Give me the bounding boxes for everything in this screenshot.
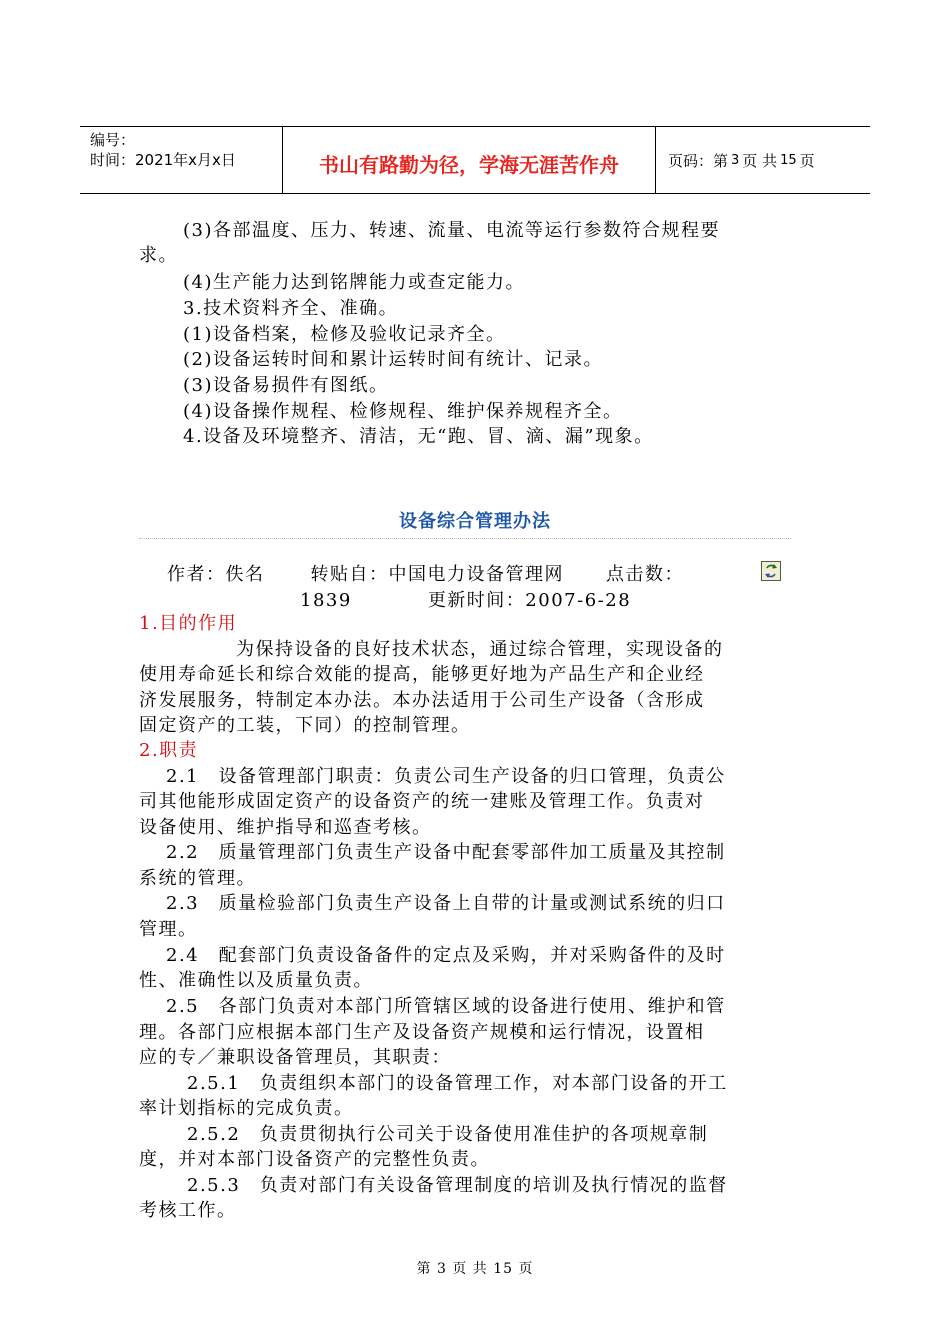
body-line: (4)设备操作规程、检修规程、维护保养规程齐全。: [183, 401, 623, 422]
article-meta-line: [167, 560, 684, 586]
body-line: 司其他能形成固定资产的设备资产的统一建账及管理工作。负责对: [139, 791, 705, 812]
page-label-suffix: 页: [799, 151, 815, 170]
body-line: 2.4 配套部门负责设备备件的定点及采购，并对采购备件的及时: [166, 945, 726, 966]
body-line: 2.5.2 负责贯彻执行公司关于设备使用准佳护的各项规章制: [187, 1124, 709, 1145]
body-line: 3.技术资料齐全、准确。: [183, 298, 399, 319]
body-line: (2)设备运转时间和累计运转时间有统计、记录。: [183, 349, 603, 370]
body-line: 设备使用、维护指导和巡查考核。: [139, 817, 432, 838]
article-update-time: 更新时间：2007-6-28: [427, 590, 632, 611]
body-line: 理。各部门应根据本部门生产及设备资产规模和运行情况，设置相: [139, 1022, 705, 1043]
article-clicks-value: 1839: [300, 590, 352, 611]
body-line: 固定资产的工装，下同）的控制管理。: [139, 715, 471, 736]
body-line: 2.2 质量管理部门负责生产设备中配套零部件加工质量及其控制: [166, 842, 726, 863]
body-line: 应的专／兼职设备管理员，其职责：: [139, 1047, 451, 1068]
body-line: 2.5 各部门负责对本部门所管辖区域的设备进行使用、维护和管: [166, 996, 726, 1017]
article-author: 作者：佚名: [167, 564, 265, 585]
document-header: [80, 126, 870, 194]
header-meta-cell: [80, 127, 283, 193]
body-line: 使用寿命延长和综合效能的提高，能够更好地为产品生产和企业经: [139, 664, 705, 685]
body-line: 2.5.1 负责组织本部门的设备管理工作，对本部门设备的开工: [187, 1073, 728, 1094]
body-line: 济发展服务，特制定本办法。本办法适用于公司生产设备（含形成: [139, 690, 705, 711]
body-line: 管理。: [139, 919, 198, 940]
refresh-icon: [761, 561, 781, 581]
page-footer: 第 3 页 共 15 页: [416, 1261, 534, 1277]
header-page-number: [656, 127, 870, 193]
page-total: 15: [780, 152, 797, 168]
body-line: 系统的管理。: [139, 868, 256, 889]
body-line: (4)生产能力达到铭牌能力或查定能力。: [183, 272, 525, 293]
number-label: 编号：: [90, 131, 136, 149]
body-line: 为保持设备的良好技术状态，通过综合管理，实现设备的: [236, 639, 724, 660]
article-meta-line-2: [300, 586, 631, 612]
article-title: 设备综合管理办法: [399, 511, 551, 532]
page-label-mid: 页 共: [742, 151, 778, 170]
body-line: 度，并对本部门设备资产的完整性负责。: [139, 1149, 490, 1170]
body-line: (3)设备易损件有图纸。: [183, 375, 389, 396]
article-clicks-label: 点击数：: [606, 564, 684, 585]
article-source: 转贴自：中国电力设备管理网: [310, 564, 564, 585]
section-heading: 1.目的作用: [139, 613, 238, 634]
body-line: 考核工作。: [139, 1200, 237, 1221]
header-motto: 书山有路勤为径，学海无涯苦作舟: [283, 127, 656, 193]
body-line: 2.5.3 负责对部门有关设备管理制度的培训及执行情况的监督: [187, 1175, 728, 1196]
body-line: 求。: [139, 245, 178, 266]
body-line: 性、准确性以及质量负责。: [139, 970, 373, 991]
page-current: 3: [731, 152, 740, 168]
body-line: 率计划指标的完成负责。: [139, 1098, 354, 1119]
section-heading: 2.职责: [139, 740, 199, 761]
page-label-prefix: 页码：第: [668, 151, 729, 170]
body-line: (1)设备档案，检修及验收记录齐全。: [183, 324, 506, 345]
body-line: 4.设备及环境整齐、清洁，无“跑、冒、滴、漏”现象。: [183, 426, 654, 447]
body-line: 2.1 设备管理部门职责：负责公司生产设备的归口管理，负责公: [166, 766, 726, 787]
title-divider: [139, 538, 791, 539]
body-line: 2.3 质量检验部门负责生产设备上自带的计量或测试系统的归口: [166, 893, 726, 914]
time-label: 时间：2021年x月x日: [90, 151, 236, 169]
body-line: (3)各部温度、压力、转速、流量、电流等运行参数符合规程要: [183, 220, 720, 241]
